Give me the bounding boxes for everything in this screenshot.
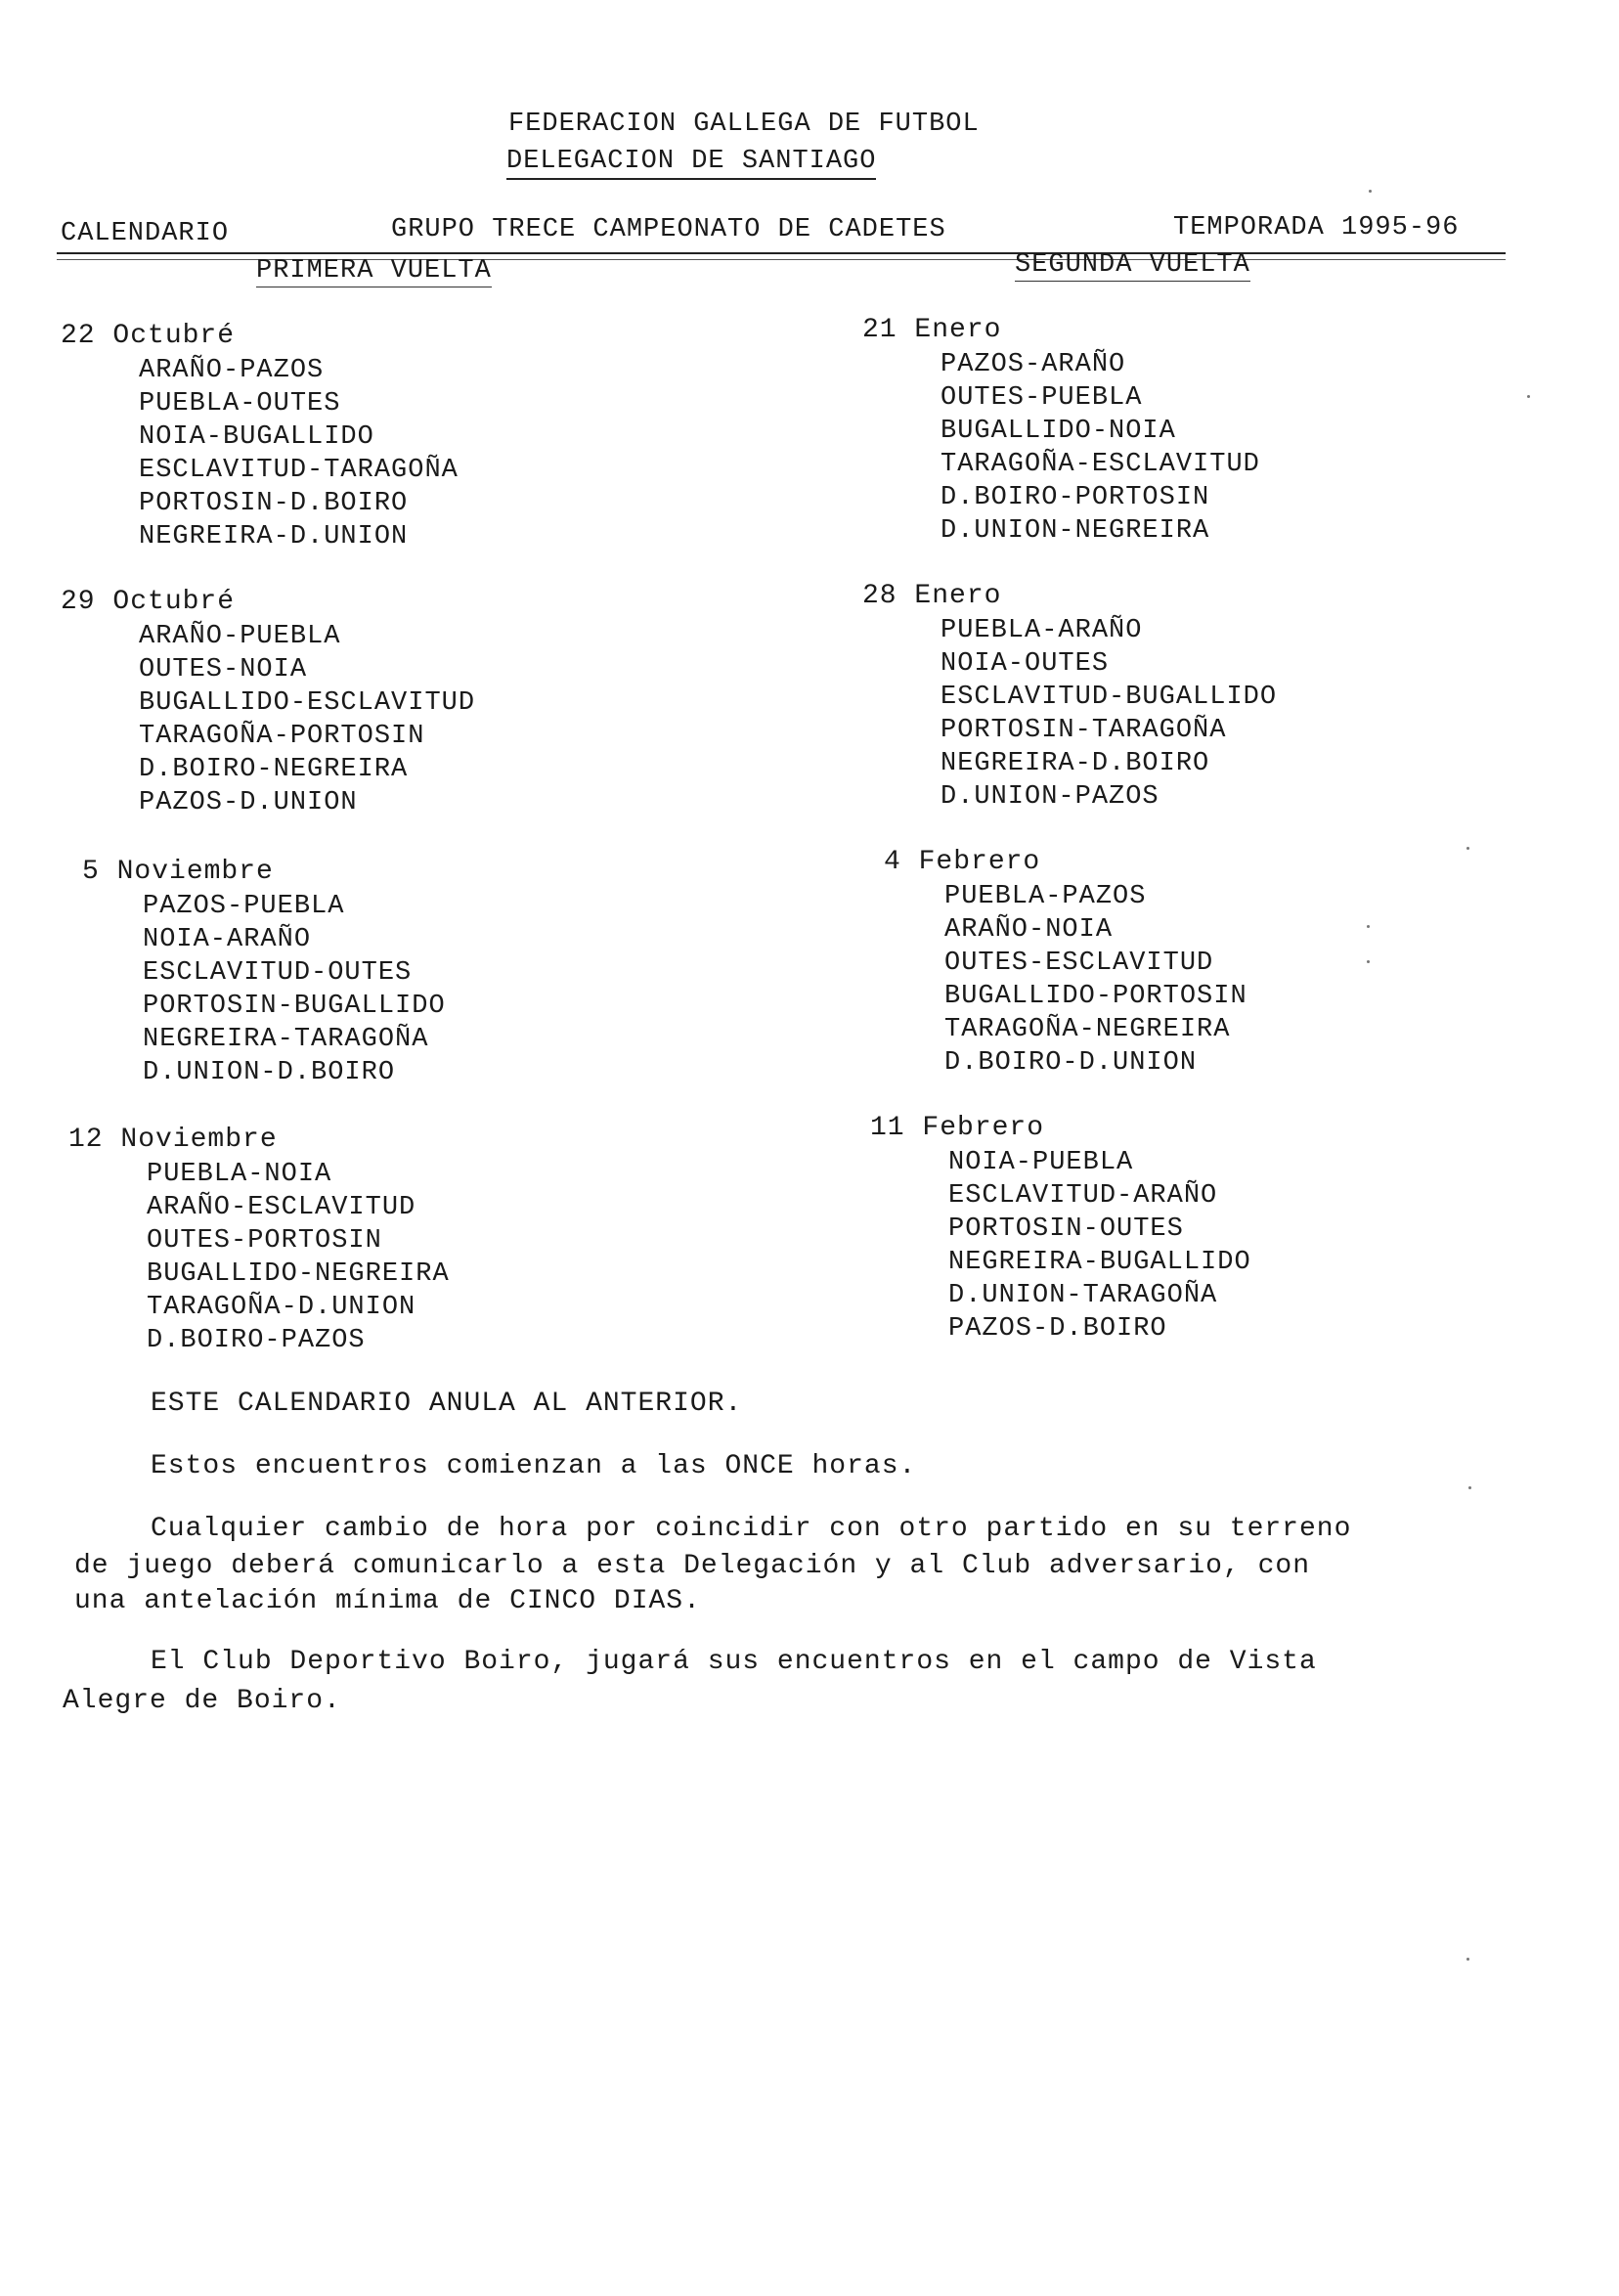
fixture-date: 21 Enero xyxy=(862,315,1002,345)
match-line: ARAÑO-NOIA xyxy=(944,915,1114,945)
match-line: ESCLAVITUD-BUGALLIDO xyxy=(941,683,1278,712)
match-line: PAZOS-D.UNION xyxy=(139,788,358,817)
match-line: ESCLAVITUD-ARAÑO xyxy=(948,1181,1218,1211)
match-line: PUEBLA-PAZOS xyxy=(944,882,1147,911)
match-line: PAZOS-D.BOIRO xyxy=(948,1314,1167,1344)
match-line: BUGALLIDO-PORTOSIN xyxy=(944,982,1247,1011)
annulment-note: ESTE CALENDARIO ANULA AL ANTERIOR. xyxy=(151,1389,743,1419)
match-line: ESCLAVITUD-OUTES xyxy=(143,958,413,988)
start-time-note: Estos encuentros comienzan a las ONCE horas. xyxy=(151,1451,917,1481)
fixture-date: 12 Noviembre xyxy=(68,1125,278,1155)
fixture-date: 22 Octubré xyxy=(61,321,236,351)
fixture-date-block xyxy=(862,313,1260,548)
match-line: D.BOIRO-PAZOS xyxy=(147,1326,366,1355)
boiro-venue-note-line: Alegre de Boiro. xyxy=(63,1686,341,1716)
header-rule xyxy=(57,252,1506,254)
match-line: NOIA-BUGALLIDO xyxy=(139,422,374,452)
fixture-date-block xyxy=(870,1111,1251,1346)
match-line: D.UNION-TARAGOÑA xyxy=(948,1281,1218,1310)
fixture-date-block xyxy=(61,585,475,819)
match-line: OUTES-ESCLAVITUD xyxy=(944,949,1214,978)
match-line: NOIA-PUEBLA xyxy=(948,1148,1134,1177)
scan-speck xyxy=(1527,395,1530,398)
match-line: OUTES-PUEBLA xyxy=(941,383,1143,413)
match-line: TARAGOÑA-ESCLAVITUD xyxy=(941,450,1260,479)
scan-speck xyxy=(1466,1958,1469,1961)
boiro-venue-note-line: El Club Deportivo Boiro, jugará sus encuentros en el campo de Vista xyxy=(151,1647,1317,1677)
scan-speck xyxy=(1466,847,1469,850)
fixture-date: 5 Noviembre xyxy=(82,857,274,887)
match-line: NOIA-ARAÑO xyxy=(143,925,312,954)
match-line: PAZOS-PUEBLA xyxy=(143,892,345,921)
match-line: BUGALLIDO-NEGREIRA xyxy=(147,1259,450,1289)
time-change-note-line: de juego deberá comunicarlo a esta Delegación y al Club adversario, con xyxy=(74,1551,1310,1581)
match-line: PORTOSIN-D.BOIRO xyxy=(139,489,409,518)
match-line: PORTOSIN-OUTES xyxy=(948,1214,1184,1244)
fixture-date-block xyxy=(862,579,1277,814)
match-line: PAZOS-ARAÑO xyxy=(941,350,1126,379)
match-line: BUGALLIDO-NOIA xyxy=(941,417,1176,446)
match-line: D.UNION-NEGREIRA xyxy=(941,516,1210,546)
match-line: NEGREIRA-TARAGOÑA xyxy=(143,1025,429,1054)
fixture-date-block xyxy=(68,1123,450,1357)
delegation-title: DELEGACION DE SANTIAGO xyxy=(506,147,876,180)
match-line: PORTOSIN-TARAGOÑA xyxy=(941,716,1227,745)
second-round-title: SEGUNDA VUELTA xyxy=(1015,250,1250,280)
match-line: ARAÑO-ESCLAVITUD xyxy=(147,1193,416,1222)
federation-title: FEDERACION GALLEGA DE FUTBOL xyxy=(508,110,980,139)
match-line: D.BOIRO-D.UNION xyxy=(944,1048,1198,1078)
scan-speck xyxy=(1367,925,1370,928)
match-line: D.BOIRO-PORTOSIN xyxy=(941,483,1210,512)
match-line: NEGREIRA-BUGALLIDO xyxy=(948,1248,1251,1277)
match-line: NOIA-OUTES xyxy=(941,649,1110,679)
match-line: ARAÑO-PAZOS xyxy=(139,356,325,385)
match-line: ARAÑO-PUEBLA xyxy=(139,622,341,651)
match-line: TARAGOÑA-PORTOSIN xyxy=(139,722,425,751)
match-line: OUTES-NOIA xyxy=(139,655,308,684)
fixture-date: 4 Febrero xyxy=(884,847,1041,877)
match-line: PUEBLA-OUTES xyxy=(139,389,341,419)
first-round-title: PRIMERA VUELTA xyxy=(256,256,492,286)
match-line: ESCLAVITUD-TARAGOÑA xyxy=(139,456,459,485)
scan-speck xyxy=(1468,1486,1471,1489)
season-label: TEMPORADA 1995-96 xyxy=(1173,213,1460,243)
match-line: TARAGOÑA-D.UNION xyxy=(147,1293,416,1322)
match-line: PORTOSIN-BUGALLIDO xyxy=(143,992,446,1021)
fixture-date-block xyxy=(884,845,1247,1080)
match-line: D.UNION-D.BOIRO xyxy=(143,1058,396,1087)
match-line: BUGALLIDO-ESCLAVITUD xyxy=(139,688,476,718)
calendar-label: CALENDARIO xyxy=(61,219,230,248)
fixture-date: 28 Enero xyxy=(862,581,1002,611)
fixture-date-block xyxy=(61,319,459,553)
match-line: D.UNION-PAZOS xyxy=(941,782,1160,812)
fixture-date: 11 Febrero xyxy=(870,1113,1045,1143)
fixture-date: 29 Octubré xyxy=(61,587,236,617)
group-title: GRUPO TRECE CAMPEONATO DE CADETES xyxy=(391,215,946,244)
fixture-date-block xyxy=(82,855,446,1089)
match-line: D.BOIRO-NEGREIRA xyxy=(139,755,409,784)
match-line: TARAGOÑA-NEGREIRA xyxy=(944,1015,1231,1044)
time-change-note-line: Cualquier cambio de hora por coincidir con otro partido en su terreno xyxy=(151,1514,1352,1544)
match-line: OUTES-PORTOSIN xyxy=(147,1226,382,1256)
match-line: NEGREIRA-D.UNION xyxy=(139,522,409,552)
time-change-note-line: una antelación mínima de CINCO DIAS. xyxy=(74,1586,701,1616)
match-line: PUEBLA-ARAÑO xyxy=(941,616,1143,645)
scan-speck xyxy=(1367,960,1370,963)
match-line: NEGREIRA-D.BOIRO xyxy=(941,749,1210,778)
match-line: PUEBLA-NOIA xyxy=(147,1160,332,1189)
scan-speck xyxy=(1369,190,1372,193)
